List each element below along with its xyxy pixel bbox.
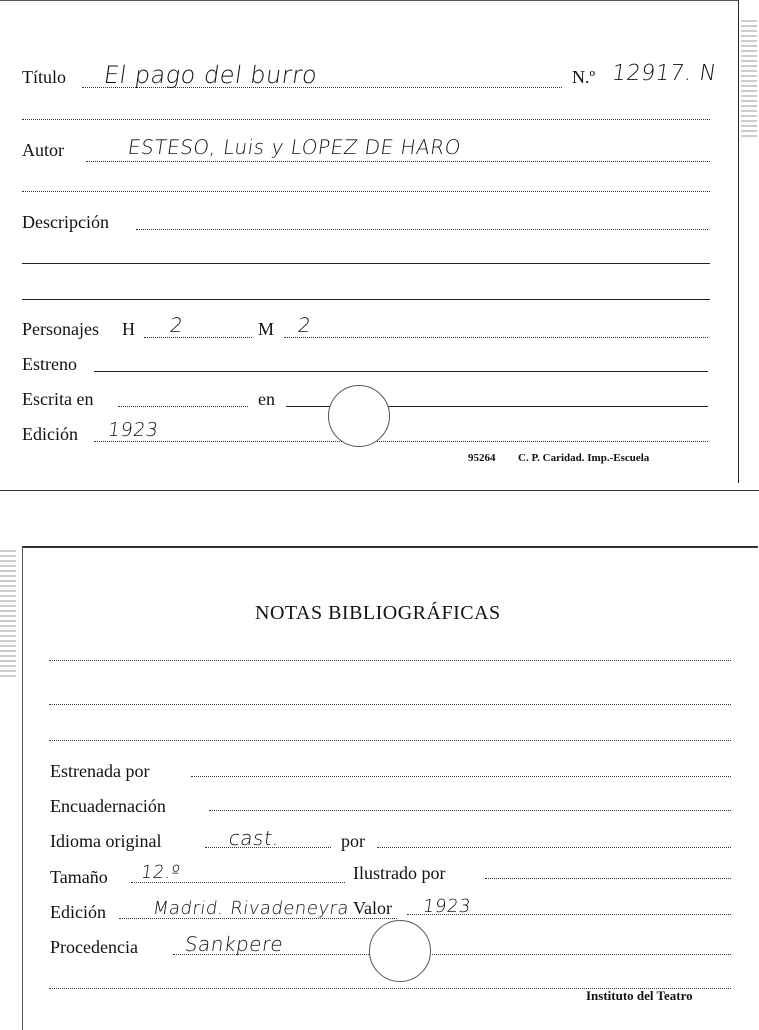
idioma-line <box>205 847 331 848</box>
estrenada-por-label: Estrenada por <box>50 761 150 781</box>
encuadernacion-line <box>209 810 731 811</box>
m-value: 2 <box>296 313 313 337</box>
tamano-label: Tamaño <box>50 867 108 887</box>
estrenada-por-line <box>191 776 731 777</box>
notas-heading: NOTAS BIBLIOGRÁFICAS <box>255 602 501 624</box>
autor-value: ESTESO, Luis y LOPEZ DE HARO <box>126 135 463 159</box>
m-line <box>284 337 708 338</box>
descripcion-label: Descripción <box>22 212 109 232</box>
ilustrado-label: Ilustrado por <box>353 863 446 883</box>
por-label: por <box>341 831 365 851</box>
escrita-en-line <box>118 406 248 407</box>
edicion-value: Madrid. Rivadeneyra <box>151 898 351 919</box>
encuadernacion-label: Encuadernación <box>50 796 166 816</box>
titulo-line <box>82 87 562 88</box>
escrita-en-label: Escrita en <box>22 389 94 409</box>
printer-name: C. P. Caridad. Imp.-Escuela <box>518 452 650 464</box>
titulo-line-2 <box>22 119 710 120</box>
card-separator <box>0 490 759 491</box>
edicion-label: Edición <box>22 424 78 444</box>
titulo-label: Título <box>22 67 66 87</box>
descripcion-line-2 <box>22 263 710 264</box>
edicion-label: Edición <box>50 902 106 922</box>
tamano-value: 12.º <box>139 862 182 883</box>
valor-label: Valor <box>353 898 392 918</box>
estreno-line <box>94 371 708 372</box>
catalog-card <box>0 0 739 483</box>
valor-value: 1923 <box>421 896 473 917</box>
bibliographic-card <box>22 546 758 1030</box>
punch-hole <box>328 385 390 447</box>
valor-line <box>407 914 731 915</box>
scan-edge-mark <box>741 20 757 140</box>
en-label: en <box>258 389 275 409</box>
printer-code: 95264 <box>468 452 496 464</box>
punch-hole <box>369 920 431 982</box>
autor-line <box>86 161 710 162</box>
procedencia-label: Procedencia <box>50 937 138 957</box>
institution-name: Instituto del Teatro <box>586 988 693 1003</box>
idioma-label: Idioma original <box>50 831 162 851</box>
h-value: 2 <box>168 313 185 337</box>
idioma-value: cast. <box>227 826 282 850</box>
procedencia-value: Sankpere <box>183 932 285 956</box>
personajes-label: Personajes <box>22 319 99 339</box>
numero-label: N.º <box>572 67 596 87</box>
por-line <box>377 847 731 848</box>
estreno-label: Estreno <box>22 354 77 374</box>
procedencia-line <box>173 954 731 955</box>
h-label: H <box>122 319 135 339</box>
edicion-value: 1923 <box>106 419 160 441</box>
numero-value: 12917. N <box>610 61 719 86</box>
m-label: M <box>258 319 275 339</box>
notas-line-3 <box>49 740 731 741</box>
tamano-line <box>131 882 345 883</box>
scan-edge-mark-left <box>0 550 16 680</box>
ilustrado-line <box>485 878 731 879</box>
autor-label: Autor <box>22 140 64 160</box>
descripcion-line <box>136 229 708 230</box>
notas-line-2 <box>49 704 731 705</box>
h-line <box>144 337 252 338</box>
descripcion-line-3 <box>22 299 710 300</box>
notas-line-1 <box>49 660 731 661</box>
edicion-line <box>94 441 708 442</box>
titulo-value: El pago del burro <box>102 61 320 89</box>
autor-line-2 <box>22 191 710 192</box>
